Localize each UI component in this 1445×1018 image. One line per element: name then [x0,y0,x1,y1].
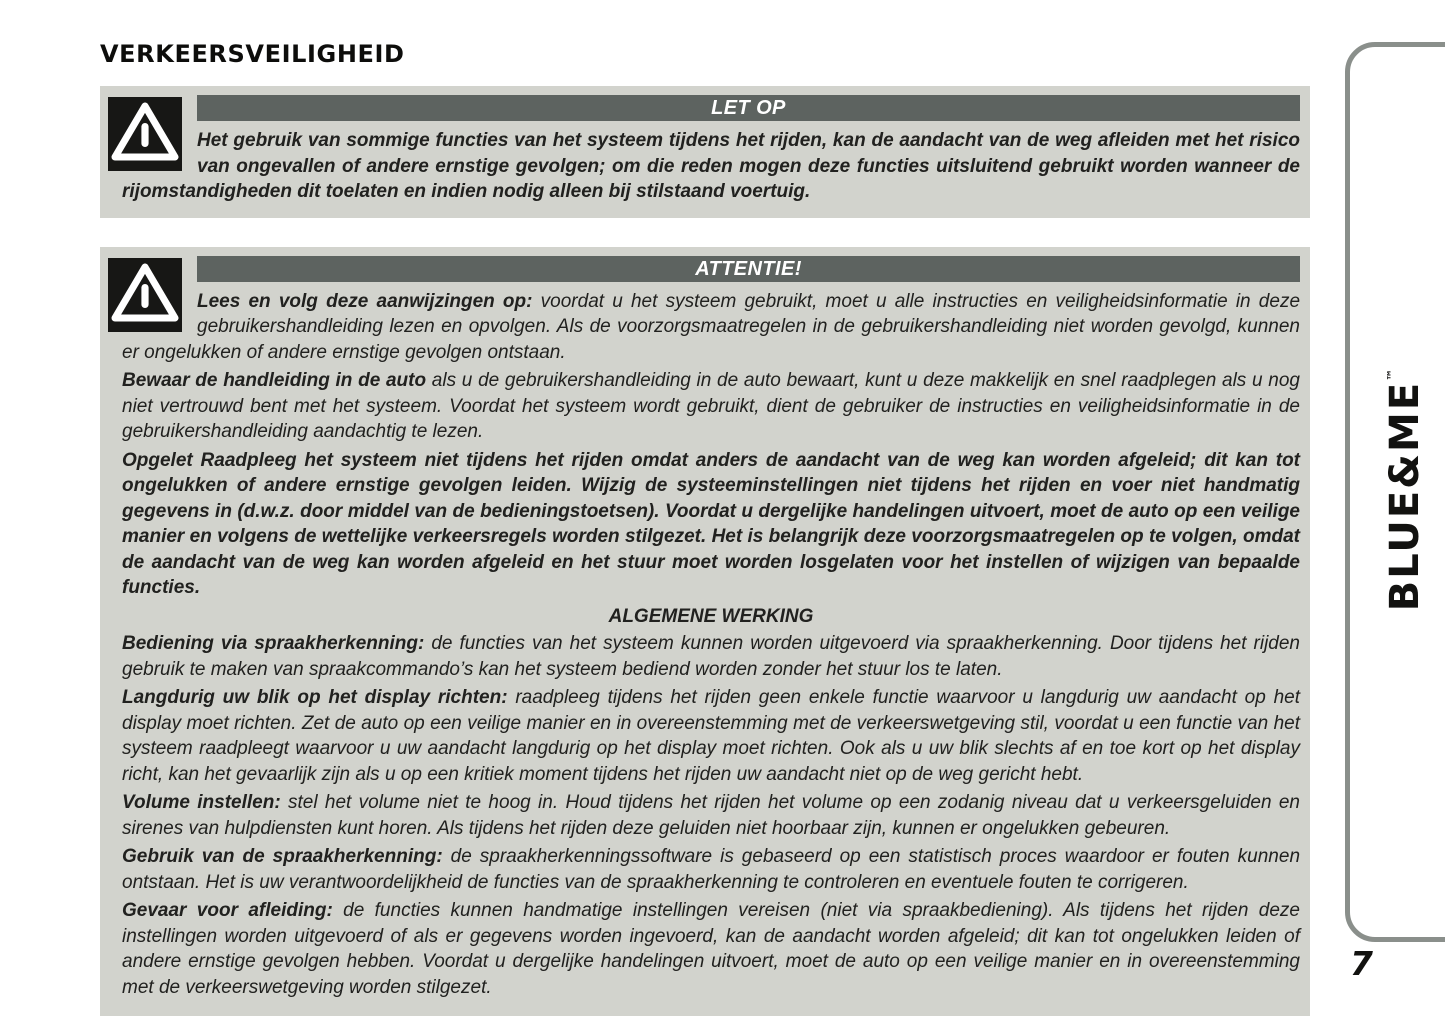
letop-warning-box [100,86,1310,218]
paragraph-lead: Bewaar de handleiding in de auto [122,370,427,391]
attention-header-bar: ATTENTIE! [197,256,1300,282]
paragraph-lead: Gevaar voor afleiding: [122,900,333,921]
page-number: 7 [1350,944,1373,983]
warning-paragraph: Opgelet Raadpleeg het systeem niet tijdens het rijden omdat anders de aandacht van de weg kan worden afgeleid; dit kan tot ongelukken of andere ernstige gevolgen leiden. Wijzig de systeeminstellingen niet tijdens het rijden en voer niet handmatig gegevens in (d.w.z. door middel van de bedieningstoetsen). Voordat u dergelijke handelingen uitvoert, moet de auto op een veilige manier en volgens de wettelijke verkeersregels worden stilgezet. Het is belangrijk deze voorzorgsmaatregelen op te volgen, omdat de aandacht van de weg kan worden afgeleid en het stuur moet worden losgelaten voor het instellen of wijzigen van bepaalde functies. [122,449,1300,598]
page-content [100,0,1310,1016]
attention-paragraphs [108,289,1300,1001]
warning-paragraph: Gebruik van de spraakherkenning: de spraakherkenningssoftware is gebaseerd op een statistisch proces waardoor er fouten kunnen ontstaan. Het is uw verantwoordelijkheid de functies van de spraakherkenning te controleren en eventuele fouten te corrigeren. [122,846,1301,893]
warning-paragraph: Lees en volg deze aanwijzingen op: voordat u het systeem gebruikt, moet u alle instructies en veiligheidsinformatie in deze gebruikershandleiding lezen en opvolgen. Als de voorzorgsmaatregelen in de gebruikershandleiding niet worden gevolgd, kunnen er ongelukken of andere ernstige gevolgen ontstaan. [122,290,1301,363]
warning-paragraph: Bewaar de handleiding in de auto als u de gebruikershandleiding in de auto bewaart, kunt u deze makkelijk en snel raadplegen als u nog niet vertrouwd bent met het systeem. Voordat het systeem wordt gebruikt, dient de gebruiker de instructies en veiligheidsinformatie in de gebruikershandleiding aandachtig te lezen. [122,370,1300,442]
letop-body-text: Het gebruik van sommige functies van het systeem tijdens het rijden, kan de aandacht van de weg afleiden met het risico van ongevallen of andere ernstige gevolgen; om die reden mogen deze functies uitsluitend gebruikt worden wanneer de rijomstandigheden dit toelaten en indien nodig alleen bij stilstaand voertuig. [122,130,1300,202]
paragraph-lead: Bediening via spraakherkenning: [122,633,425,654]
warning-paragraph: Volume instellen: stel het volume niet te hoog in. Houd tijdens het rijden het volume op een zodanig niveau dat u verkeersgeluiden en sirenes van hulpdiensten kunt horen. Als tijdens het rijden deze geluiden niet hoorbaar zijn, kunnen er ongelukken gebeuren. [122,792,1300,839]
warning-paragraph: Bediening via spraakherkenning: de functies van het systeem kunnen worden uitgevoerd via spraakherkenning. Door tijdens het rijden gebruik te maken van spraakcommando’s kan het systeem bediend worden zonder het stuur los te laten. [122,633,1300,680]
paragraph-lead: Lees en volg deze aanwijzingen op: [197,290,533,312]
paragraph-lead: Volume instellen: [122,792,281,813]
warning-triangle-icon [108,258,182,332]
page-title: VERKEERSVEILIGHEID [100,40,405,68]
attention-warning-box [100,247,1310,1017]
blueandme-logo [1364,340,1428,640]
section-heading: ALGEMENE WERKING [608,605,814,627]
warning-paragraph: Gevaar voor afleiding: de functies kunnen handmatige instellingen vereisen (niet via spraakbediening). Als tijdens het rijden deze instellingen worden uitgevoerd of als er gegevens worden ingevoerd, kan de aandacht worden afgeleid; dit kan tot ongelukken leiden of andere ernstige gevolgen hebben. Voordat u dergelijke handelingen uitvoert, moet de auto op een veilige manier en in overeenstemming met de verkeerswetgeving worden stilgezet. [122,900,1301,998]
warning-paragraph: Langdurig uw blik op het display richten: raadpleeg tijdens het rijden geen enkele functie waarvoor u langdurig uw aandacht op het display moet richten. Zet de auto op een veilige manier en in overeenstemming met de verkeerswetgeving stil, voordat u een functie van het systeem raadpleegt waarvoor u uw aandacht langdurig op het display moet richten. Ook als u uw blik slechts af en toe kort op het display richt, kan het gevaarlijk zijn als u op een kritiek moment tijdens het rijden uw aandacht niet op de weg gericht hebt. [122,687,1300,785]
letop-header-bar: LET OP [197,95,1300,121]
paragraph-lead: Gebruik van de spraakherkenning: [122,846,443,867]
blueandme-logo-text: BLUE&ME [1382,380,1428,612]
trademark-symbol: ™ [1385,368,1399,381]
warning-triangle-icon [108,97,182,171]
paragraph-lead: Langdurig uw blik op het display richten: [122,687,508,708]
